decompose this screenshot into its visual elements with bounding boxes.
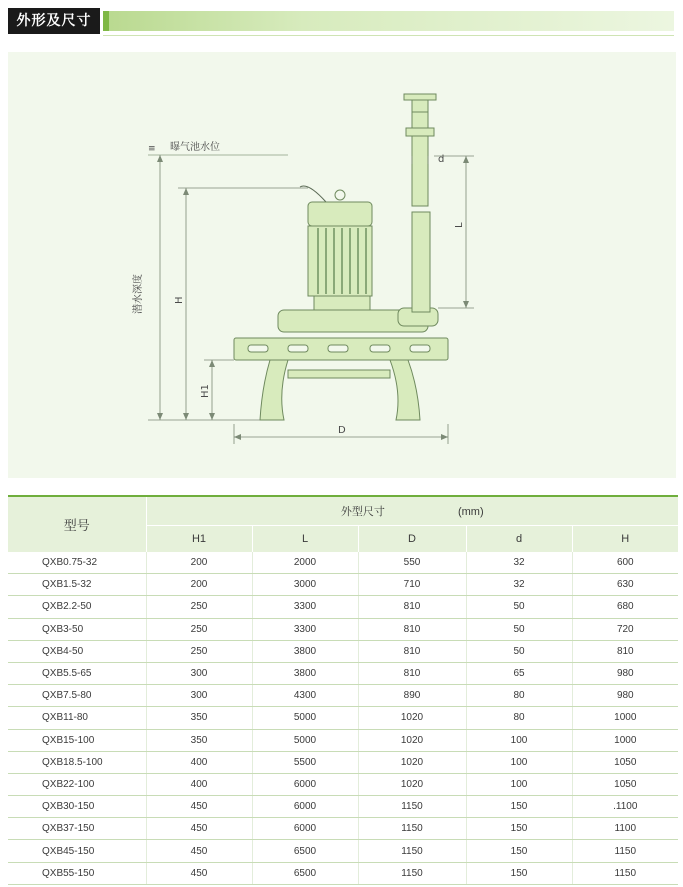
h-cell: 1150 — [572, 862, 678, 884]
col-header-h: H — [572, 526, 678, 553]
table-row — [8, 773, 678, 795]
header-accent-bar — [103, 11, 674, 31]
l-cell: 6000 — [252, 773, 358, 795]
depth-label: 潜水深度 — [133, 274, 144, 314]
table-row — [8, 640, 678, 662]
h-cell: 680 — [572, 596, 678, 618]
model-cell: QXB37-150 — [8, 818, 146, 840]
dimensions-title: 外型尺寸 — [340, 506, 385, 518]
unit-label: (mm) — [457, 506, 484, 518]
col-header-h1: H1 — [146, 526, 252, 553]
d-lower-cell: 32 — [466, 574, 572, 596]
model-header: 型号 — [8, 496, 146, 552]
h-cell: 600 — [572, 552, 678, 574]
model-cell: QXB7.5-80 — [8, 685, 146, 707]
h1-cell: 200 — [146, 552, 252, 574]
right-leg — [390, 360, 420, 420]
d-upper-cell: 890 — [358, 685, 466, 707]
dimension-table-wrapper — [8, 495, 678, 885]
l-cell: 5000 — [252, 729, 358, 751]
dim-H1-label: H1 — [200, 384, 211, 398]
model-cell: QXB5.5-65 — [8, 662, 146, 684]
dimension-diagram — [8, 52, 676, 478]
d-upper-cell: 710 — [358, 574, 466, 596]
h1-cell: 450 — [146, 862, 252, 884]
d-lower-cell: 150 — [466, 796, 572, 818]
d-lower-cell: 50 — [466, 618, 572, 640]
d-upper-cell: 1150 — [358, 840, 466, 862]
d-upper-cell: 810 — [358, 662, 466, 684]
h1-cell: 350 — [146, 729, 252, 751]
d-upper-cell: 1150 — [358, 796, 466, 818]
d-lower-cell: 50 — [466, 640, 572, 662]
h-cell: 720 — [572, 618, 678, 640]
lifting-eye — [335, 190, 345, 200]
table-row — [8, 574, 678, 596]
d-lower-cell: 65 — [466, 662, 572, 684]
h1-cell: 400 — [146, 773, 252, 795]
h-cell: 1100 — [572, 818, 678, 840]
table-row — [8, 618, 678, 640]
model-cell: QXB18.5-100 — [8, 751, 146, 773]
h1-cell: 450 — [146, 818, 252, 840]
model-cell: QXB15-100 — [8, 729, 146, 751]
table-row — [8, 862, 678, 884]
table-row — [8, 840, 678, 862]
h1-cell: 300 — [146, 662, 252, 684]
d-lower-cell: 150 — [466, 818, 572, 840]
model-cell: QXB30-150 — [8, 796, 146, 818]
table-row — [8, 685, 678, 707]
h1-cell: 200 — [146, 574, 252, 596]
d-upper-cell: 550 — [358, 552, 466, 574]
h-cell: 1000 — [572, 707, 678, 729]
table-row — [8, 662, 678, 684]
d-lower-cell: 150 — [466, 840, 572, 862]
d-lower-cell: 80 — [466, 685, 572, 707]
d-lower-cell: 100 — [466, 729, 572, 751]
h1-cell: 400 — [146, 751, 252, 773]
h1-cell: 250 — [146, 618, 252, 640]
table-row — [8, 818, 678, 840]
l-cell: 5500 — [252, 751, 358, 773]
d-lower-cell: 100 — [466, 751, 572, 773]
d-upper-cell: 810 — [358, 618, 466, 640]
d-lower-cell: 150 — [466, 862, 572, 884]
aerator-drawing — [8, 52, 676, 478]
h1-cell: 300 — [146, 685, 252, 707]
h-cell: 980 — [572, 662, 678, 684]
model-cell: QXB1.5-32 — [8, 574, 146, 596]
left-leg — [260, 360, 288, 420]
dim-H-label: H — [174, 296, 185, 304]
model-cell: QXB22-100 — [8, 773, 146, 795]
l-cell: 3800 — [252, 640, 358, 662]
header-divider — [103, 35, 674, 36]
h1-cell: 450 — [146, 840, 252, 862]
l-cell: 3000 — [252, 574, 358, 596]
col-header-d-upper: D — [358, 526, 466, 553]
l-cell: 6000 — [252, 818, 358, 840]
l-cell: 3800 — [252, 662, 358, 684]
section-title: 外形及尺寸 — [8, 8, 100, 34]
table-body — [8, 552, 678, 884]
h-cell: 1050 — [572, 751, 678, 773]
h1-cell: 250 — [146, 596, 252, 618]
d-upper-cell: 810 — [358, 640, 466, 662]
h1-cell: 450 — [146, 796, 252, 818]
d-lower-cell: 32 — [466, 552, 572, 574]
model-cell: QXB3-50 — [8, 618, 146, 640]
dimensions-header — [146, 496, 678, 526]
table-row — [8, 596, 678, 618]
table-row — [8, 729, 678, 751]
h-cell: 1150 — [572, 840, 678, 862]
l-cell: 2000 — [252, 552, 358, 574]
l-cell: 3300 — [252, 596, 358, 618]
d-upper-cell: 1150 — [358, 862, 466, 884]
leg-crossbar — [288, 370, 390, 378]
d-upper-cell: 810 — [358, 596, 466, 618]
water-symbol: ≡ — [148, 144, 156, 154]
model-cell: QXB0.75-32 — [8, 552, 146, 574]
h-cell: .1100 — [572, 796, 678, 818]
d-upper-cell: 1020 — [358, 707, 466, 729]
model-cell: QXB4-50 — [8, 640, 146, 662]
d-upper-cell: 1020 — [358, 729, 466, 751]
table-row — [8, 552, 678, 574]
d-upper-cell: 1150 — [358, 818, 466, 840]
col-header-d-lower: d — [466, 526, 572, 553]
air-pipe — [412, 110, 428, 206]
d-lower-cell: 80 — [466, 707, 572, 729]
l-cell: 6000 — [252, 796, 358, 818]
pipe-top-flange — [404, 94, 436, 100]
model-cell: QXB55-150 — [8, 862, 146, 884]
h-cell: 1050 — [572, 773, 678, 795]
dim-D-label: D — [338, 425, 346, 436]
l-cell: 4300 — [252, 685, 358, 707]
table-row — [8, 751, 678, 773]
l-cell: 5000 — [252, 707, 358, 729]
model-cell: QXB2.2-50 — [8, 596, 146, 618]
d-lower-cell: 50 — [466, 596, 572, 618]
h-cell: 1000 — [572, 729, 678, 751]
d-lower-cell: 100 — [466, 773, 572, 795]
h1-cell: 350 — [146, 707, 252, 729]
model-cell: QXB11-80 — [8, 707, 146, 729]
riser-pipe — [412, 212, 430, 312]
pipe-top — [412, 100, 428, 112]
l-cell: 6500 — [252, 840, 358, 862]
dim-d-label: d — [438, 154, 445, 165]
h-cell: 980 — [572, 685, 678, 707]
d-upper-cell: 1020 — [358, 773, 466, 795]
l-cell: 3300 — [252, 618, 358, 640]
l-cell: 6500 — [252, 862, 358, 884]
h-cell: 630 — [572, 574, 678, 596]
pipe-coupling — [406, 128, 434, 136]
h-cell: 810 — [572, 640, 678, 662]
dimension-table — [8, 495, 678, 885]
table-row — [8, 796, 678, 818]
model-cell: QXB45-150 — [8, 840, 146, 862]
h1-cell: 250 — [146, 640, 252, 662]
d-upper-cell: 1020 — [358, 751, 466, 773]
table-row — [8, 707, 678, 729]
water-level-label: 曝气池水位 — [170, 142, 220, 153]
motor-cap — [308, 202, 372, 226]
col-header-l: L — [252, 526, 358, 553]
section-header — [8, 8, 674, 34]
dim-L-label: L — [454, 222, 465, 228]
